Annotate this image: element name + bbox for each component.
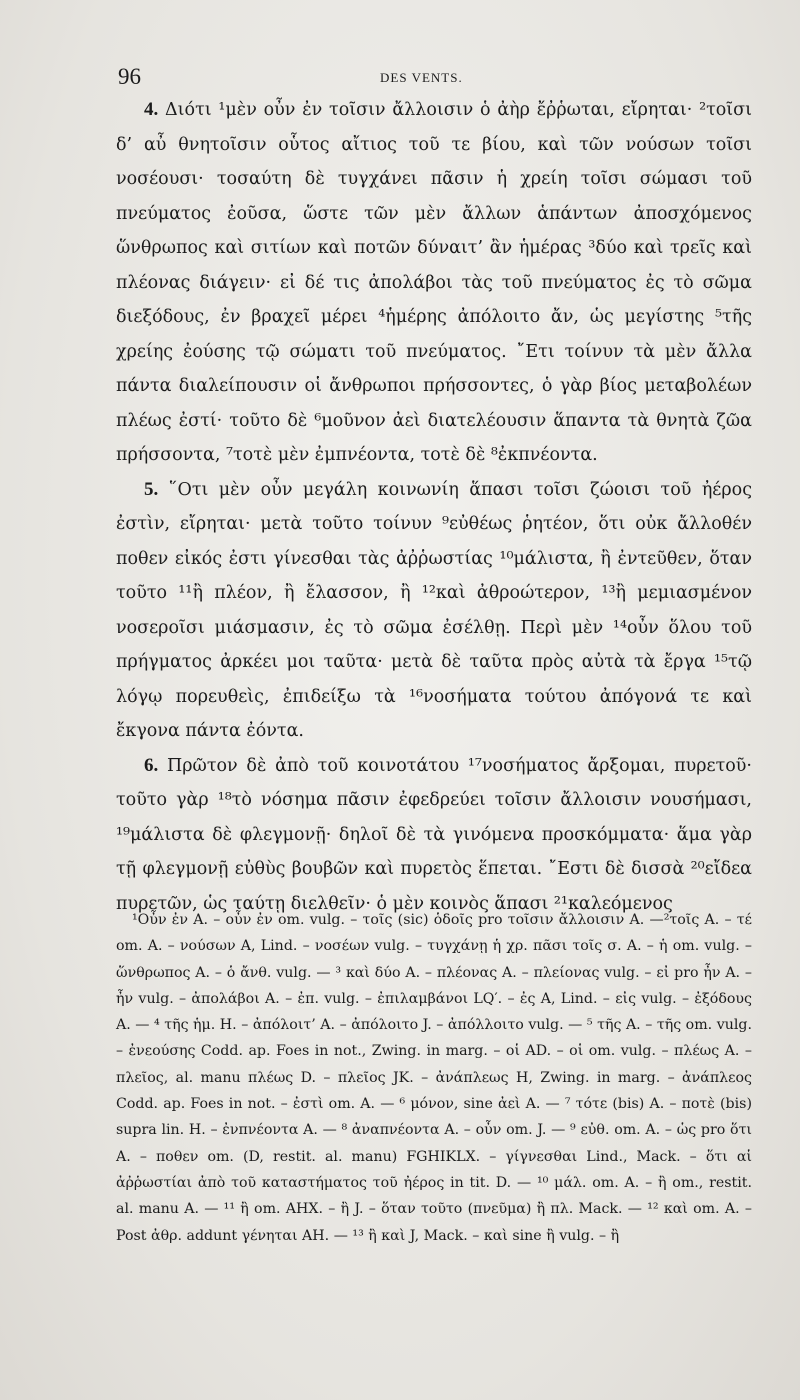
section-number: 4. <box>144 99 159 120</box>
page-header <box>118 64 678 94</box>
footnotes <box>116 907 752 1249</box>
main-text <box>116 93 752 921</box>
section-5 <box>116 473 752 749</box>
running-title: DES VENTS. <box>380 70 463 85</box>
section-text: Διότι ¹μὲν οὖν ἐν τοῖσιν ἄλλοισιν ὁ ἀὴρ ἔῤῥωται, εἴρηται· ²τοῖσι δ’ αὖ θνητοῖσιν οὗτος αἴτιος τοῦ τε βίου, καὶ τῶν νούσων τοῖσι νοσέουσι· τοσαύτη δὲ τυγχάνει πᾶσιν ἡ χρείη τοῖσι σώμασι τοῦ πνεύματος ἐοῦσα, ὥστε τῶν μὲν ἄλλων ἁπάντων ἀποσχόμενος ὥνθρωπος καὶ σιτίων καὶ ποτῶν δύναιτ’ ἂν ἡμέρας ³δύο καὶ τρεῖς καὶ πλέονας διάγειν· εἰ δέ τις ἀπολάβοι τὰς τοῦ πνεύματος ἐς τὸ σῶμα διεξόδους, ἐν βραχεῖ μέρει ⁴ἡμέρης ἀπόλοιτο ἄν, ὡς μεγίστης ⁵τῆς χρείης ἐούσης τῷ σώματι τοῦ πνεύματος. ῎Ετι τοίνυν τὰ μὲν ἄλλα πάντα διαλείπουσιν οἱ ἄνθρωποι πρήσσοντες, ὁ γὰρ βίος μεταβολέων πλέως ἐστί· τοῦτο δὲ ⁶μοῦνον ἀεὶ διατελέουσιν ἅπαντα τὰ θνητὰ ζῶα πρήσσοντα, ⁷τοτὲ μὲν ἐμπνέοντα, τοτὲ δὲ ⁸ἐκπνέοντα. <box>116 100 752 465</box>
section-text: ῞Οτι μὲν οὖν μεγάλη κοινωνίη ἅπασι τοῖσι ζώοισι τοῦ ἠέρος ἐστὶν, εἴρηται· μετὰ τοῦτο τοίνυν ⁹εὐθέως ῥητέον, ὅτι οὐκ ἄλλοθέν ποθεν εἰκός ἐστι γίνεσθαι τὰς ἀῤῥωστίας ¹⁰μάλιστα, ἢ ἐντεῦθεν, ὅταν τοῦτο ¹¹ἢ πλέον, ἢ ἔλασσον, ἢ ¹²καὶ ἀθροώτερον, ¹³ἢ μεμιασμένον νοσεροῖσι μιάσμασιν, ἐς τὸ σῶμα ἐσέλθῃ. Περὶ μὲν ¹⁴οὖν ὅλου τοῦ πρήγματος ἀρκέει μοι ταῦτα· μετὰ δὲ ταῦτα πρὸς αὐτὰ τὰ ἔργα ¹⁵τῷ λόγῳ πορευθεὶς, ἐπιδείξω τὰ ¹⁶νοσήματα τούτου ἀπόγονά τε καὶ ἔκγονα πάντα ἐόντα. <box>116 479 752 741</box>
section-6 <box>116 749 752 922</box>
section-number: 6. <box>144 754 159 776</box>
section-number: 5. <box>144 478 159 500</box>
footnotes-text: ¹Οὖν ἐν A. – οὖν ἐν om. vulg. – τοῖς (sic) ὁδοῖς pro τοῖσιν ἄλλοισιν A. —²τοῖς A. – τέ om. A. – νούσων A, Lind. – νοσέων vulg. – τυγχάνῃ ἡ χρ. πᾶσι τοῖς σ. A. – ἡ om. vulg. – ὥνθρωπος A. – ὁ ἄνθ. vulg. — ³ καὶ δύο A. – πλέονας A. – πλείονας vulg. – εἰ pro ἦν A. – ἦν vulg. – ἀπολάβοι A. – ἐπ. vulg. – ἐπιλαμβάνοι LQ′. – ἐς A, Lind. – εἰς vulg. – ἐξόδους A. — ⁴ τῆς ἡμ. H. – ἀπόλοιτ’ A. – ἀπόλοιτο J. – ἀπόλλοιτο vulg. — ⁵ τῆς A. – τῆς om. vulg. – ἐνεούσης Codd. ap. Foes in not., Zwing. in marg. – οἱ AD. – οἱ om. vulg. – πλέως A. – πλεῖος, al. manu πλέως D. – πλεῖος JK. – ἀνάπλεως H, Zwing. in marg. – ἀνάπλεος Codd. ap. Foes in not. – ἐστὶ om. A. — ⁶ μόνον, sine ἀεὶ A. — ⁷ τότε (bis) A. – ποτὲ (bis) supra lin. H. – ἐνπνέοντα A. — ⁸ ἀναπνέοντα A. – οὖν om. J. — ⁹ εὐθ. om. A. – ὡς pro ὅτι A. – ποθεν om. (D, restit. al. manu) FGHIKLX. – γίγνεσθαι Lind., Mack. – ὅτι αἱ ἀῤῥωστίαι ἀπὸ τοῦ καταστήματος τοῦ ἠέρος in tit. D. — ¹⁰ μάλ. om. A. – ἢ om., restit. al. manu A. — ¹¹ ἢ om. AHX. – ἢ J. – ὅταν τοῦτο (πνεῦμα) ἢ πλ. Mack. — ¹² καὶ om. A. – Post ἀθρ. addunt γένηται AH. — ¹³ ἢ καὶ J, Mack. – καὶ sine ἢ vulg. – ἢ <box>116 912 752 1244</box>
section-4 <box>116 93 752 473</box>
page-number: 96 <box>118 64 141 89</box>
section-text: Πρῶτον δὲ ἀπὸ τοῦ κοινοτάτου ¹⁷νοσήματος ἄρξομαι, πυρετοῦ· τοῦτο γὰρ ¹⁸τὸ νόσημα πᾶσιν ἐφεδρεύει τοῖσιν ἄλλοισιν νουσήμασι, ¹⁹μάλιστα δὲ φλεγμονῇ· δηλοῖ δὲ τὰ γινόμενα προσκόμματα· ἅμα γὰρ τῇ φλεγμονῇ εὐθὺς βουβῶν καὶ πυρετὸς ἕπεται. ῎Εστι δὲ δισσὰ ²⁰εἴδεα πυρετῶν, ὡς ταύτῃ διελθεῖν· ὁ μὲν κοινὸς ἅπασι ²¹καλεόμενος <box>116 755 752 914</box>
